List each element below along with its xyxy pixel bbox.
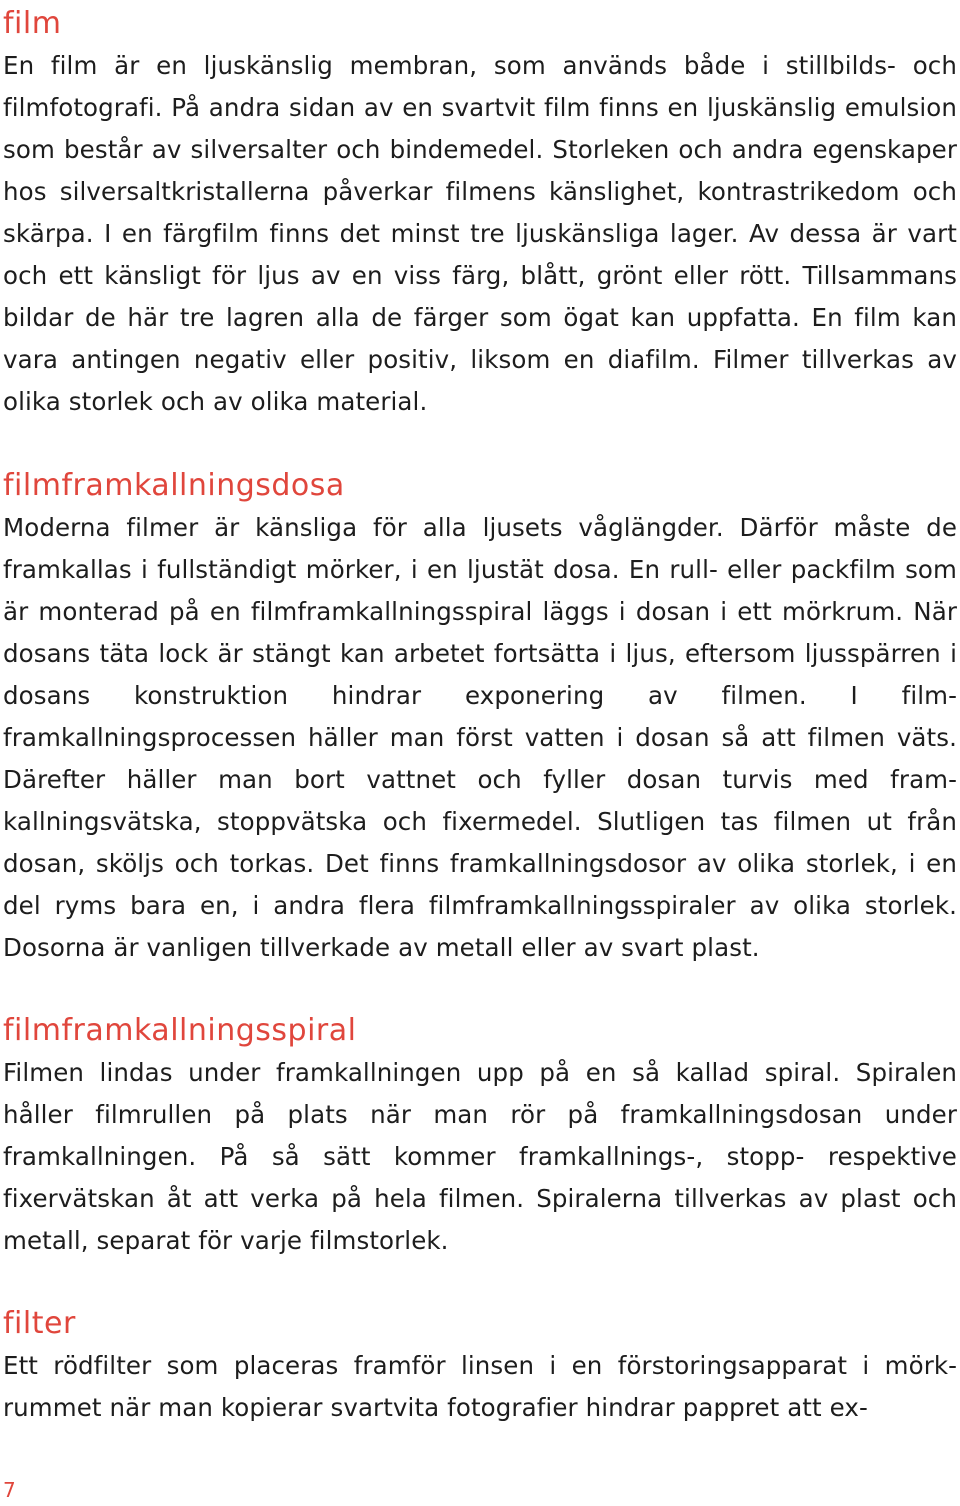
entry-filmframkallningsspiral (3, 1010, 957, 1262)
term-definition: En film är en ljuskänslig membran, som används både i stillbilds- och filmfotografi. På andra sidan av en svartvit film finns en ljuskänslig emulsion som består av silversalter och bindemedel. Storleken och andra egenskaper hos silversaltkristallerna påverkar filmens känslighet, kontrastrikedom och skärpa. I en färgfilm finns det minst tre ljuskänsliga lager. Av dessa är vart och ett känsligt för ljus av en viss färg, blått, grönt eller rött. Tillsammans bildar de här tre lagren alla de färger som ögat kan uppfatta. En film kan vara antingen negativ eller positiv, liksom en diafilm. Filmer tillverkas av olika storlek och av olika material. (3, 51, 957, 416)
term-definition: Ett rödfilter som placeras framför linsen i en förstoringsapparat i mörkrummet när man kopierar svartvita fotografier hindrar pappret att ex- (3, 1351, 957, 1422)
term-definition: Moderna filmer är känsliga för alla ljusets våglängder. Därför måste de framkallas i fullständigt mörker, i en ljustät dosa. En rull- eller packfilm som är monterad på en filmframkallningsspiral läggs i dosan i ett mörkrum. När dosans täta lock är stängt kan arbetet fortsätta i ljus, eftersom ljusspärren i dosans konstruktion hindrar exponering av filmen. I filmframkallningsprocessen häller man först vatten i dosan så att filmen väts. Därefter häller man bort vattnet och fyller dosan turvis med framkallningsvätska, stoppvätska och fixermedel. Slutligen tas filmen ut från dosan, sköljs och torkas. Det finns framkallningsdosor av olika storlek, i en del ryms bara en, i andra flera filmframkallningsspiraler av olika storlek. Dosorna är vanligen tillverkade av metall eller av svart plast. (3, 513, 957, 962)
term-heading: filmframkallningsdosa (3, 468, 345, 503)
page-number: 7 (3, 1478, 16, 1502)
term-heading: filmframkallningsspiral (3, 1013, 357, 1048)
term-heading: film (3, 6, 62, 41)
term-definition: Filmen lindas under framkallningen upp på en så kallad spiral. Spiralen håller filmrullen på plats när man rör på framkallningsdosan under framkallningen. På så sätt kommer framkallnings-, stopp- respektive fixervätskan åt att verka på hela filmen. Spiralerna tillverkas av plast och metall, separat för varje filmstorlek. (3, 1058, 957, 1255)
entry-film (3, 3, 957, 423)
term-heading: filter (3, 1306, 76, 1341)
entry-filmframkallningsdosa (3, 465, 957, 969)
entry-filter (3, 1303, 957, 1429)
